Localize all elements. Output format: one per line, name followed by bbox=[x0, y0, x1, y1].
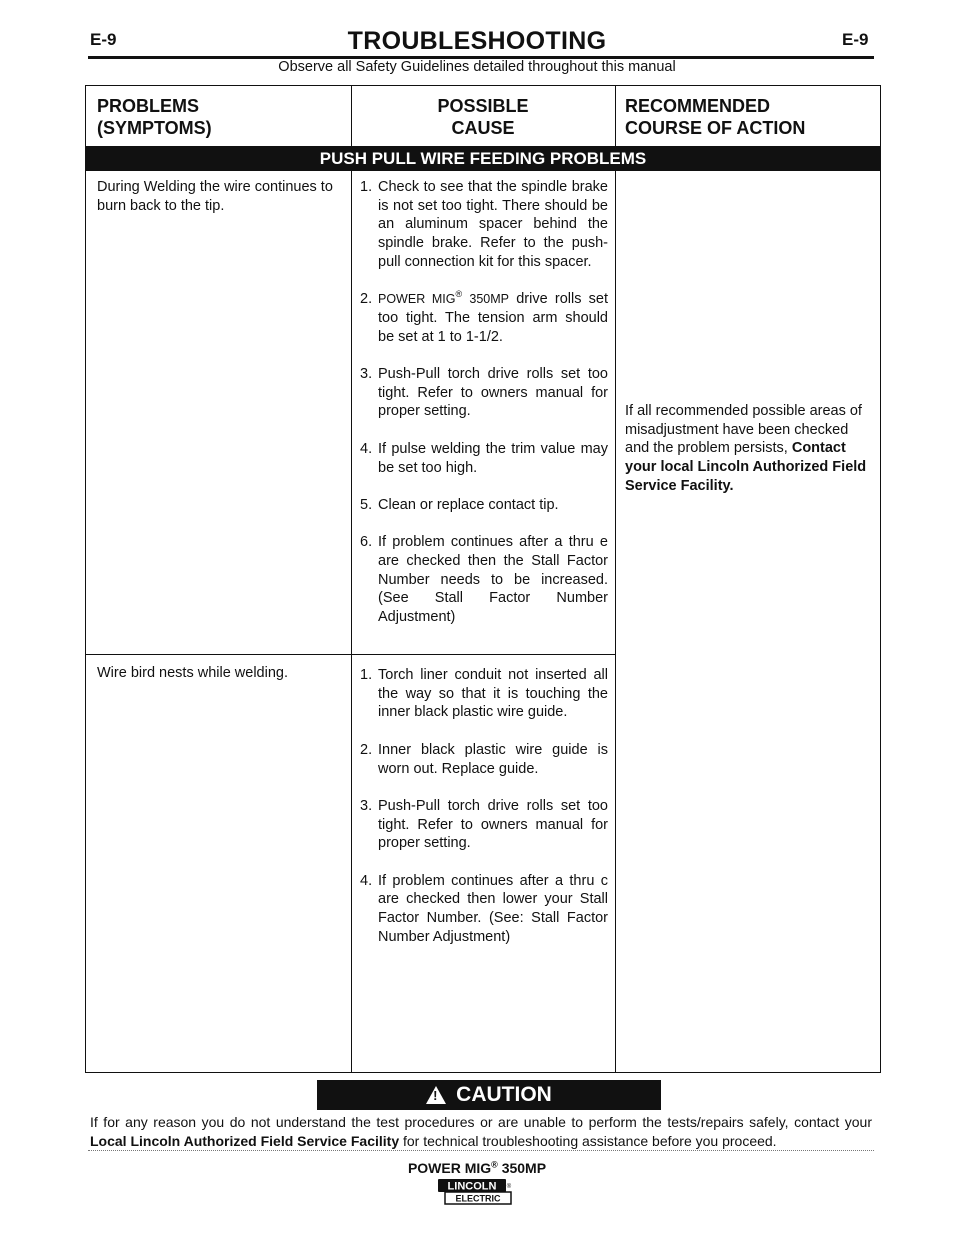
action-contact: Contact your local Lincoln Authorized Field Service Facility. bbox=[625, 440, 867, 494]
header-action-line1: RECOMMENDED bbox=[625, 96, 771, 116]
footer-registered-mark: ® bbox=[491, 1159, 498, 1170]
caution-label: CAUTION bbox=[456, 1083, 552, 1106]
warning-triangle-icon: ! bbox=[426, 1086, 446, 1104]
cause-number: 2. bbox=[360, 741, 373, 758]
svg-text:®: ® bbox=[506, 1184, 512, 1190]
cause-text: Push-Pull torch drive rolls set too tight. Refer to owners manual for proper setting. bbox=[378, 366, 608, 420]
footer-model bbox=[0, 1160, 954, 1176]
caution-banner bbox=[317, 1080, 661, 1110]
cause-item bbox=[360, 666, 608, 722]
header-action bbox=[625, 95, 805, 139]
cause-text: Push-Pull torch drive rolls set too tight. Refer to owners manual for proper setting. bbox=[378, 797, 608, 852]
cause-list-2 bbox=[360, 666, 608, 965]
caution-text-bold: Local Lincoln Authorized Field Service Facility bbox=[90, 1132, 400, 1149]
cause-item bbox=[360, 797, 608, 853]
row-divider bbox=[86, 654, 616, 655]
cause-number: 5. bbox=[360, 496, 373, 513]
caution-text-end: for technical troubleshooting assistance before you proceed. bbox=[403, 1132, 777, 1149]
cause-number: 1. bbox=[360, 667, 373, 683]
cause-item bbox=[360, 872, 608, 947]
cause-number: 4. bbox=[360, 440, 373, 457]
col-divider-2 bbox=[615, 171, 616, 1072]
cause-number: 6. bbox=[360, 534, 373, 551]
footer-model-number: 350MP bbox=[501, 1160, 547, 1176]
header-cause-line2: CAUSE bbox=[451, 118, 515, 138]
logo-text-electric: ELECTRIC bbox=[455, 1193, 501, 1204]
cause-number: 3. bbox=[360, 797, 373, 814]
cause-item bbox=[360, 365, 608, 421]
cause-item bbox=[360, 440, 608, 477]
header-action-line2: COURSE OF ACTION bbox=[625, 118, 806, 138]
cause-text: If problem continues after a thru e are checked then the Stall Factor Number needs to be increased. (See Stall Factor Number Adjustment) bbox=[378, 534, 608, 626]
lincoln-electric-logo bbox=[437, 1178, 513, 1206]
logo-text-lincoln: LINCOLN bbox=[447, 1180, 497, 1193]
cause-number: 3. bbox=[360, 366, 373, 382]
symptom-1: During Welding the wire continues to burn back to the tip. bbox=[97, 179, 333, 214]
troubleshooting-table bbox=[85, 85, 881, 1073]
page-title: TROUBLESHOOTING bbox=[347, 27, 607, 55]
cause-text: Inner black plastic wire guide is worn out. Replace guide. bbox=[378, 741, 608, 777]
header-cause-line1: POSSIBLE bbox=[437, 96, 529, 116]
cause-text: Check to see that the spindle brake is not set too tight. There should be an aluminum spacer behind the spindle brake. Refer to the push-pull connection kit for this spacer. bbox=[378, 179, 608, 270]
caution-text-start: If for any reason you do not understand the test procedures or are unable to perform the tests/repairs safely, contact your bbox=[90, 1114, 872, 1130]
dotted-divider bbox=[88, 1150, 874, 1151]
header-cause bbox=[351, 95, 615, 139]
cause-text: Clean or replace contact tip. bbox=[378, 496, 559, 513]
page-number-left: E-9 bbox=[90, 30, 117, 49]
cause-item bbox=[360, 533, 608, 627]
registered-mark: ® bbox=[455, 289, 463, 300]
cause-item bbox=[360, 290, 608, 346]
col-divider-2-header bbox=[615, 86, 616, 146]
cause-text: drive rolls set too tight. The tension arm should be set at 1 to 1-1/2. bbox=[378, 291, 609, 345]
product-model: 350MP bbox=[469, 292, 509, 307]
cause-text: If problem continues after a thru c are checked then lower your Stall Factor Number. (See: Stall Factor Number Adjustment) bbox=[378, 872, 608, 945]
cause-item bbox=[360, 496, 608, 515]
cause-item bbox=[360, 741, 608, 778]
safety-note: Observe all Safety Guidelines detailed throughout this manual bbox=[278, 59, 676, 75]
cause-number: 2. bbox=[360, 291, 373, 308]
header-problems bbox=[97, 95, 212, 139]
header-problems-line2: (SYMPTOMS) bbox=[97, 118, 212, 138]
header-problems-line1: PROBLEMS bbox=[97, 96, 200, 116]
cause-list-1 bbox=[360, 178, 608, 645]
col-divider-1 bbox=[351, 171, 352, 1072]
action-text: If all recommended possible areas of misadjustment have been checked and the problem persists, bbox=[625, 403, 862, 457]
recommended-action bbox=[625, 402, 873, 496]
cause-number: 4. bbox=[360, 872, 373, 889]
cause-text: If pulse welding the trim value may be set too high. bbox=[378, 440, 608, 476]
cause-item bbox=[360, 178, 608, 272]
cause-text: Torch liner conduit not inserted all the way so that it is touching the inner black plastic wire guide. bbox=[378, 667, 608, 721]
cause-number: 1. bbox=[360, 179, 373, 195]
page-number-right: E-9 bbox=[842, 30, 869, 49]
section-band: PUSH PULL WIRE FEEDING PROBLEMS bbox=[86, 146, 880, 171]
footer-brand: POWER MIG bbox=[407, 1160, 492, 1176]
symptom-2: Wire bird nests while welding. bbox=[97, 665, 288, 681]
caution-text bbox=[90, 1113, 872, 1150]
product-brand: POWER MIG bbox=[378, 292, 456, 307]
